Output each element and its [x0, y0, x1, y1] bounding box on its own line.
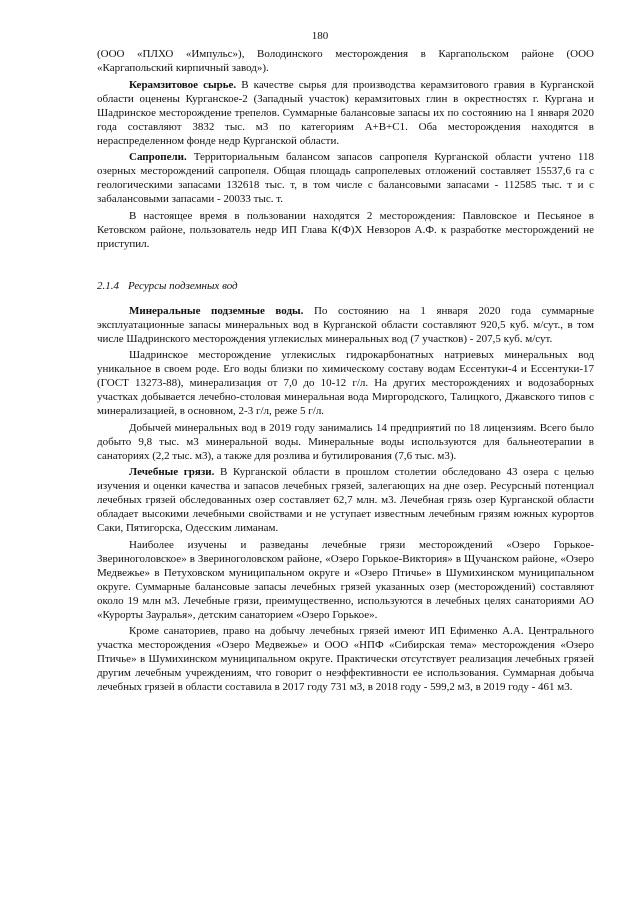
paragraph-term: Лечебные грязи. — [129, 466, 215, 478]
section-title: Ресурсы подземных вод — [128, 279, 238, 292]
paragraph-mud-users — [97, 624, 594, 694]
paragraph-expanded-clay — [97, 78, 594, 148]
paragraph-mineral-production — [97, 421, 594, 463]
paragraph-term: Керамзитовое сырье. — [129, 78, 237, 91]
paragraph-text: Добычей минеральных вод в 2019 году занимались 14 предприятий по 18 лицензиям. Всего было добыто 9,8 тыс. м3 минеральной воды. Минеральные воды используются для бальнеотерапии в санаториях (2,2 тыс. м3), а также для розлива и бутилирования (7,6 тыс. м3). — [97, 421, 594, 462]
page-content — [97, 47, 594, 697]
paragraph-text: Территориальным балансом запасов сапропеля Курганской области учтено 118 озерных месторождений сапропеля. Общая площадь сапропелевых отложений составляет 15537,6 га с геологическими запасами 132618 тыс. т, в том числе с балансовыми запасами - 112585 тыс. т и с забалансовыми запасами - 20033 тыс. т. — [97, 151, 594, 205]
paragraph-sapropel-users — [97, 209, 594, 251]
paragraph-continuation — [97, 47, 594, 75]
paragraph-text: Наиболее изучены и разведаны лечебные грязи месторождений «Озеро Горькое-Звериноголовское» в Звериноголовском районе, «Озеро Горькое-Виктория» в Щучанском районе, «Озеро Медвежье» в Петуховском муниципальном округе и «Озеро Птичье» в Шумихинском муниципальном округе. Суммарные балансовые запасы лечебных грязей указанных озер (месторождений) составляют около 19 млн м3. Лечебные грязи, преимущественно, используются в лечебных целях санаториями АО «Курорты Зауралья», детским санаторием «Озеро Горькое». — [97, 538, 594, 621]
paragraph-text: Кроме санаториев, право на добычу лечебных грязей имеют ИП Ефименко А.А. Центрального участка месторождения «Озеро Медвежье» и ООО «НПФ «Сибирская тема» месторождения «Озеро Птичье» в Шумихинском муниципальном округе. Практически отсутствует реализация лечебных грязей другим лечебным учреждениям, что говорит о неэффективности ее использования. Суммарная добыча лечебных грязей в области составила в 2017 году 731 м3, в 2018 году - 599,2 м3, в 2019 году - 461 м3. — [97, 625, 594, 693]
section-number: 2.1.4 — [97, 279, 119, 292]
paragraph-text: В качестве сырья для производства керамзитового гравия в Курганской области оценены Курганское-2 (Западный участок) керамзитовых глин в окрестностях г. Кургана и Шадринское месторождение трепелов. Суммарные балансовые запасы их по состоянию на 1 января 2020 года составляют 3832 тыс. м3 по категориям А+В+С1. Оба месторождения находятся в нераспределенном фонде недр Курганской области. — [97, 78, 595, 147]
paragraph-text: В Курганской области в прошлом столетии обследовано 43 озера с целью изучения и оценки качества и запасов лечебных грязей, залегающих на дне озер. Ресурсный потенциал лечебных грязей обследованных озер составляет 62,7 млн. м3. Лечебная грязь озер Курганской области обладает высокими лечебными свойствами и не уступает известным лечебным грязям южных курортов Саки, Пятигорска, Одесским лиманам. — [97, 466, 594, 534]
paragraph-sapropel — [97, 150, 594, 206]
paragraph-term: Сапропели. — [129, 151, 187, 163]
paragraph-text: (ООО «ПЛХО «Импульс»), Володинского месторождения в Каргапольском районе (ООО «Каргапольский кирпичный завод»). — [97, 48, 594, 74]
paragraph-term: Минеральные подземные воды. — [129, 304, 304, 317]
paragraph-mineral-waters — [97, 304, 594, 346]
paragraph-shadrinsk-deposit — [97, 348, 594, 418]
paragraph-text: По состоянию на 1 января 2020 года суммарные эксплуатационные запасы минеральных вод в Курганской области составляют 920,5 куб. м/сут., в том числе Шадринского месторождения углекислых минеральных вод (7 участков) - 207,5 куб. м/сут. — [97, 304, 594, 345]
paragraph-therapeutic-mud — [97, 465, 594, 535]
paragraph-mud-deposits — [97, 538, 594, 622]
paragraph-text: В настоящее время в пользовании находятся 2 месторождения: Павловское и Песьяное в Кетовском районе, пользователь недр ИП Глава К(Ф)Х Невзоров А.Ф. к разработке месторождений не приступил. — [97, 209, 594, 250]
page-number: 180 — [311, 30, 329, 42]
section-heading — [97, 279, 594, 293]
paragraph-text: Шадринское месторождение углекислых гидрокарбонатных натриевых минеральных вод уникальное в своем роде. Его воды близки по химическому составу водам Ессентуки-4 и Ессентуки-17 (ГОСТ 13273-88), минерализация от 7,0 до 10-12 г/л. На других месторождениях и водозаборных участках добывается лечебно-столовая минеральная вода Миргородского, Талицкого, Джавского типов с минерализацией, в основном, 2-3 г/л, реже 5 г/л. — [97, 349, 594, 417]
